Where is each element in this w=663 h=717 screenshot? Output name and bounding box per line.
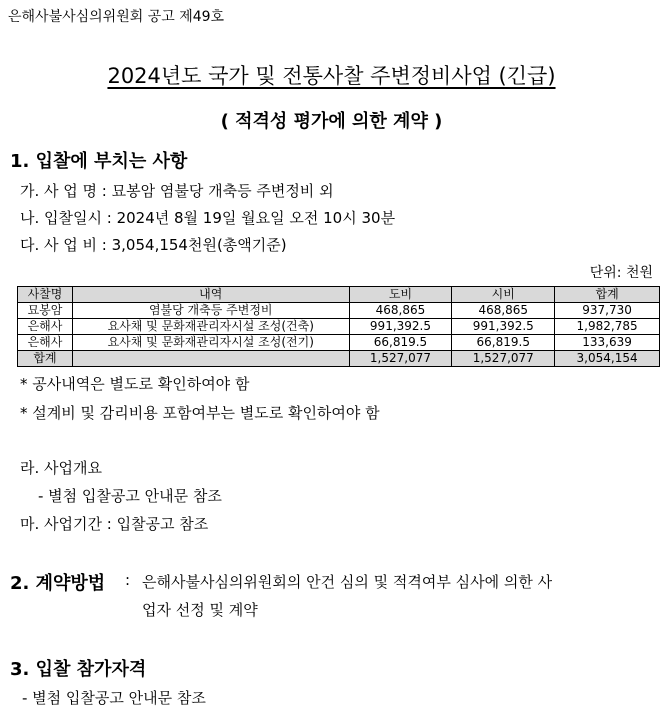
table-cell: 468,865 [349, 303, 452, 319]
column-header: 사찰명 [18, 287, 73, 303]
contract-method-line2: 업자 선정 및 계약 [142, 601, 258, 619]
column-header: 도비 [349, 287, 452, 303]
section3-heading: 3. 입찰 참가자격 [10, 659, 147, 680]
table-cell: 991,392.5 [452, 319, 555, 335]
title-container [0, 60, 663, 90]
table-row [18, 319, 660, 335]
unit-label: 단위: 천원 [589, 265, 653, 281]
table-cell: 468,865 [452, 303, 555, 319]
table-row [18, 303, 660, 319]
table-cell: 은해사 [18, 319, 73, 335]
section2-colon: : [125, 571, 131, 589]
project-cost-line: 다. 사 업 비 : 3,054,154천원(총액기준) [20, 236, 287, 254]
table-cell: 합계 [18, 351, 73, 367]
column-header: 시비 [452, 287, 555, 303]
project-name-line: 가. 사 업 명 : 묘봉암 염불당 개축등 주변정비 외 [20, 182, 334, 200]
column-header: 합계 [555, 287, 660, 303]
subtitle-container [0, 107, 663, 133]
eligibility-detail: - 별첨 입찰공고 안내문 참조 [22, 689, 206, 707]
contract-method-line1: 은해사불사심의위원회의 안건 심의 및 적격여부 심사에 의한 사 [142, 573, 553, 591]
table-cell: 133,639 [555, 335, 660, 351]
overview-detail: - 별첨 입찰공고 안내문 참조 [38, 487, 222, 505]
table-cell: 66,819.5 [349, 335, 452, 351]
table-cell: 3,054,154 [555, 351, 660, 367]
table-header-row [18, 287, 660, 303]
table-cell: 66,819.5 [452, 335, 555, 351]
column-header: 내역 [72, 287, 349, 303]
table-row [18, 335, 660, 351]
document-subtitle: ( 적격성 평가에 의한 계약 ) [220, 111, 443, 132]
period-line: 마. 사업기간 : 입찰공고 참조 [20, 515, 209, 533]
notice-number: 은해사불사심의위원회 공고 제49호 [8, 9, 225, 25]
table-total-row [18, 351, 660, 367]
table-cell: 937,730 [555, 303, 660, 319]
note-line: * 공사내역은 별도로 확인하여야 함 [20, 375, 250, 393]
note-line: * 설계비 및 감리비용 포함여부는 별도로 확인하여야 함 [20, 404, 380, 422]
overview-label: 라. 사업개요 [20, 459, 102, 477]
table-cell: 991,392.5 [349, 319, 452, 335]
table-cell: 묘봉암 [18, 303, 73, 319]
table-cell: 1,982,785 [555, 319, 660, 335]
table-cell [72, 351, 349, 367]
document-title: 2024년도 국가 및 전통사찰 주변정비사업 (긴급) [107, 64, 556, 88]
table-cell: 은해사 [18, 335, 73, 351]
bid-date-line: 나. 입찰일시 : 2024년 8월 19일 월요일 오전 10시 30분 [20, 209, 396, 227]
section2-heading: 2. 계약방법 [10, 573, 106, 594]
table-cell: 1,527,077 [349, 351, 452, 367]
table-cell: 요사채 및 문화재관리자시설 조성(건축) [72, 319, 349, 335]
table-cell: 염불당 개축등 주변정비 [72, 303, 349, 319]
budget-table [17, 286, 660, 367]
section1-heading: 1. 입찰에 부치는 사항 [10, 151, 188, 172]
table-cell: 1,527,077 [452, 351, 555, 367]
table-cell: 요사채 및 문화재관리자시설 조성(전기) [72, 335, 349, 351]
